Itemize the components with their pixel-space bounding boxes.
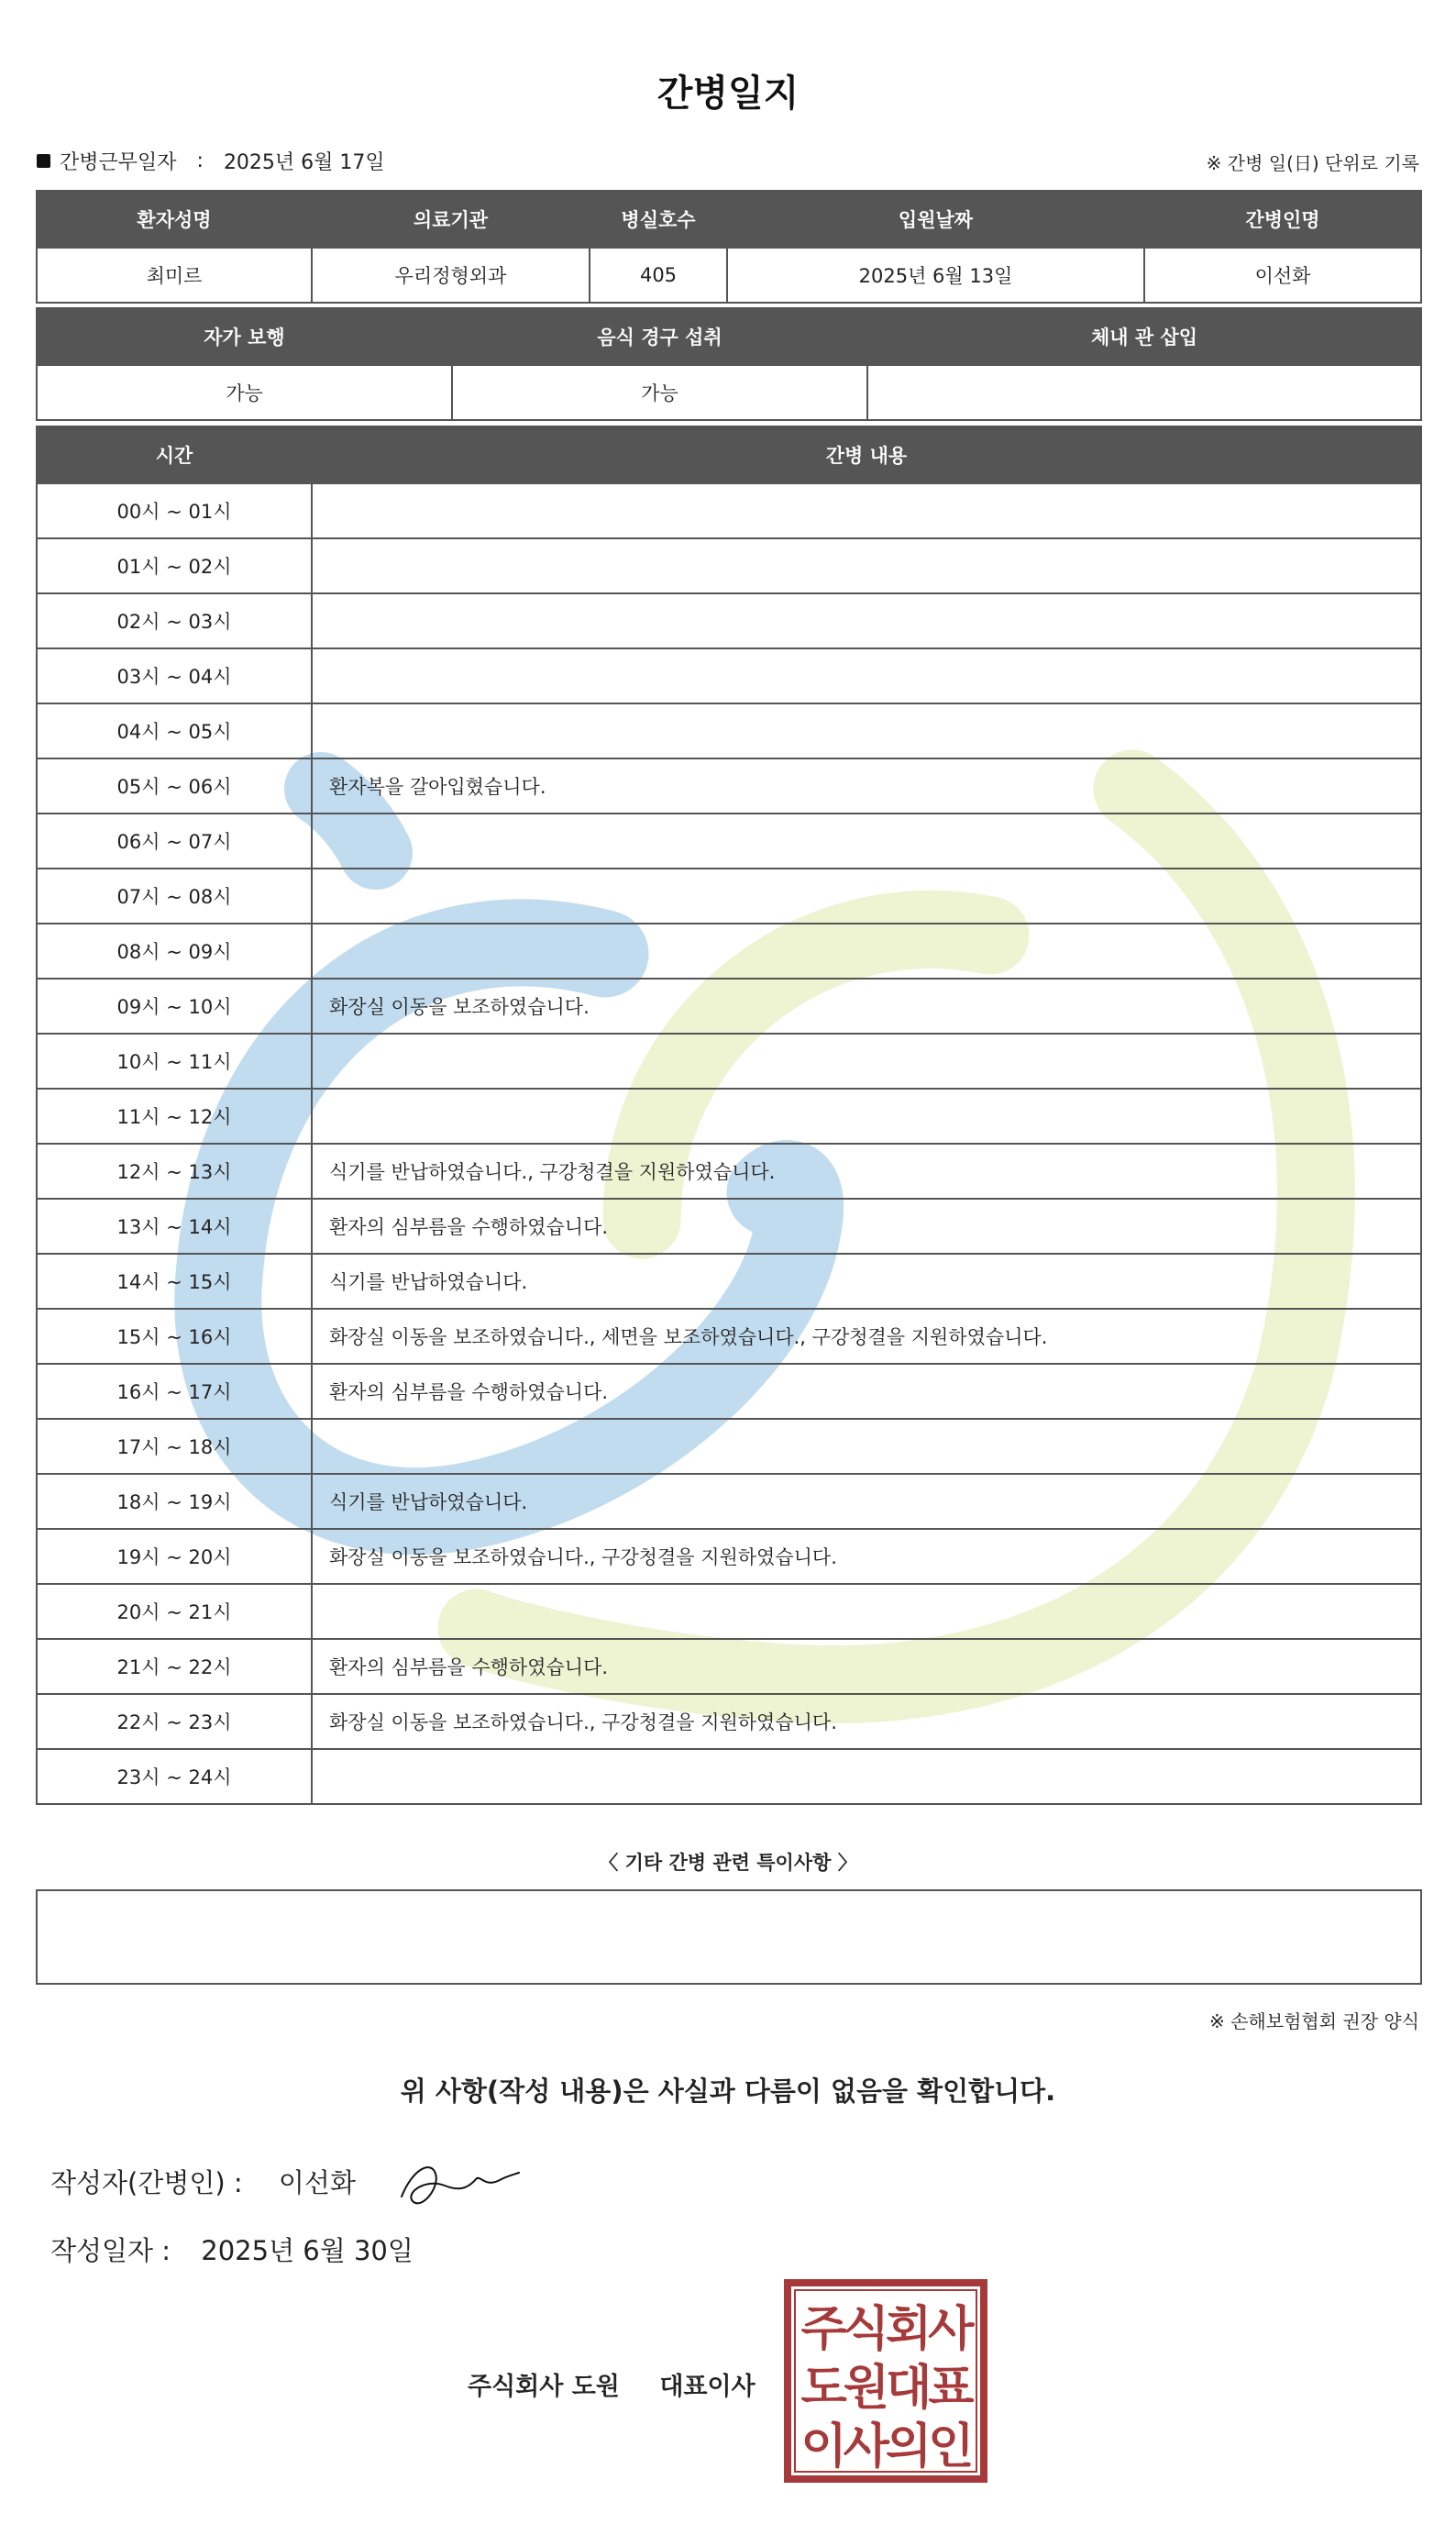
notes-title: 〈 기타 간병 관련 특이사항 〉 bbox=[599, 1852, 857, 1874]
log-row bbox=[37, 1199, 1421, 1254]
hospital-name: 우리정형외과 bbox=[312, 248, 590, 303]
log-time: 02시 ~ 03시 bbox=[37, 593, 312, 648]
log-row bbox=[37, 1694, 1421, 1749]
log-content: 화장실 이동을 보조하였습니다., 세면을 보조하였습니다., 구강청결을 지원하였습니다. bbox=[312, 1309, 1421, 1364]
log-content bbox=[312, 869, 1421, 924]
written-date-value: 2025년 6월 30일 bbox=[201, 2235, 414, 2266]
company-seal bbox=[784, 2279, 987, 2483]
log-time: 11시 ~ 12시 bbox=[37, 1089, 312, 1144]
log-time: 18시 ~ 19시 bbox=[37, 1474, 312, 1529]
header-care-content: 간병 내용 bbox=[312, 426, 1421, 483]
log-content bbox=[312, 538, 1421, 593]
log-row bbox=[37, 1254, 1421, 1309]
self-walking-value: 가능 bbox=[37, 365, 452, 420]
log-time: 16시 ~ 17시 bbox=[37, 1364, 312, 1419]
work-date bbox=[37, 147, 385, 175]
admission-date: 2025년 6월 13일 bbox=[727, 248, 1144, 303]
log-row bbox=[37, 1419, 1421, 1474]
log-time: 21시 ~ 22시 bbox=[37, 1639, 312, 1694]
log-row bbox=[37, 1144, 1421, 1199]
log-row bbox=[37, 593, 1421, 648]
log-content: 식기를 반납하였습니다. bbox=[312, 1474, 1421, 1529]
log-time: 07시 ~ 08시 bbox=[37, 869, 312, 924]
log-time: 05시 ~ 06시 bbox=[37, 758, 312, 814]
log-time: 23시 ~ 24시 bbox=[37, 1749, 312, 1804]
log-time: 17시 ~ 18시 bbox=[37, 1419, 312, 1474]
log-content bbox=[312, 483, 1421, 538]
record-note: ※ 간병 일(日) 단위로 기록 bbox=[1206, 152, 1419, 174]
work-date-separator: : bbox=[196, 149, 204, 172]
log-row bbox=[37, 1364, 1421, 1419]
patient-status-table bbox=[36, 307, 1422, 421]
log-content bbox=[312, 1584, 1421, 1639]
log-row bbox=[37, 648, 1421, 703]
header-hospital: 의료기관 bbox=[312, 191, 590, 248]
log-content: 화장실 이동을 보조하였습니다., 구강청결을 지원하였습니다. bbox=[312, 1529, 1421, 1584]
log-content: 환자의 심부름을 수행하였습니다. bbox=[312, 1199, 1421, 1254]
log-content bbox=[312, 924, 1421, 979]
room-number: 405 bbox=[590, 248, 727, 303]
log-time: 04시 ~ 05시 bbox=[37, 703, 312, 758]
caregiver-name: 이선화 bbox=[1144, 248, 1421, 303]
writer-line bbox=[50, 2163, 356, 2200]
log-row bbox=[37, 924, 1421, 979]
representative-label: 대표이사 bbox=[659, 2373, 756, 2401]
log-time: 00시 ~ 01시 bbox=[37, 483, 312, 538]
company-name: 주식회사 도원 bbox=[468, 2373, 620, 2401]
log-time: 01시 ~ 02시 bbox=[37, 538, 312, 593]
written-date-line bbox=[50, 2231, 414, 2268]
log-content bbox=[312, 1419, 1421, 1474]
log-time: 19시 ~ 20시 bbox=[37, 1529, 312, 1584]
log-content: 식기를 반납하였습니다. bbox=[312, 1254, 1421, 1309]
writer-label: 작성자(간병인) : bbox=[50, 2167, 243, 2198]
log-time: 20시 ~ 21시 bbox=[37, 1584, 312, 1639]
footnote: ※ 손해보험협회 권장 양식 bbox=[1208, 2010, 1419, 2032]
log-row bbox=[37, 1639, 1421, 1694]
seal-line-3: 이사의인 bbox=[800, 2419, 971, 2474]
log-content bbox=[312, 648, 1421, 703]
log-row bbox=[37, 1529, 1421, 1584]
log-row bbox=[37, 538, 1421, 593]
log-content bbox=[312, 1034, 1421, 1089]
log-row bbox=[37, 703, 1421, 758]
log-time: 10시 ~ 11시 bbox=[37, 1034, 312, 1089]
header-admission-date: 입원날짜 bbox=[727, 191, 1144, 248]
log-content: 식기를 반납하였습니다., 구강청결을 지원하였습니다. bbox=[312, 1144, 1421, 1199]
tube-insertion-value bbox=[867, 365, 1421, 420]
log-time: 09시 ~ 10시 bbox=[37, 979, 312, 1034]
log-content bbox=[312, 703, 1421, 758]
log-row bbox=[37, 758, 1421, 814]
log-row bbox=[37, 483, 1421, 538]
log-content: 환자복을 갈아입혔습니다. bbox=[312, 758, 1421, 814]
log-row bbox=[37, 814, 1421, 869]
work-date-label: 간병근무일자 bbox=[60, 151, 177, 174]
log-time: 15시 ~ 16시 bbox=[37, 1309, 312, 1364]
log-content: 화장실 이동을 보조하였습니다. bbox=[312, 979, 1421, 1034]
writer-name: 이선화 bbox=[278, 2167, 356, 2198]
log-row bbox=[37, 1584, 1421, 1639]
bullet-square-icon bbox=[37, 154, 50, 168]
company-line bbox=[468, 2366, 756, 2402]
page-title: 간병일지 bbox=[656, 72, 800, 115]
log-time: 08시 ~ 09시 bbox=[37, 924, 312, 979]
patient-name: 최미르 bbox=[37, 248, 312, 303]
header-room: 병실호수 bbox=[590, 191, 727, 248]
log-content bbox=[312, 1749, 1421, 1804]
seal-line-1: 주식회사 bbox=[800, 2302, 971, 2357]
header-oral-intake: 음식 경구 섭취 bbox=[452, 308, 867, 365]
log-content bbox=[312, 814, 1421, 869]
header-patient-name: 환자성명 bbox=[37, 191, 312, 248]
log-content: 환자의 심부름을 수행하였습니다. bbox=[312, 1639, 1421, 1694]
oral-intake-value: 가능 bbox=[452, 365, 867, 420]
work-date-value: 2025년 6월 17일 bbox=[223, 151, 385, 174]
header-self-walking: 자가 보행 bbox=[37, 308, 452, 365]
log-row bbox=[37, 869, 1421, 924]
log-row bbox=[37, 1474, 1421, 1529]
care-log-table bbox=[36, 426, 1422, 1805]
log-time: 14시 ~ 15시 bbox=[37, 1254, 312, 1309]
notes-box bbox=[36, 1889, 1422, 1985]
log-row bbox=[37, 1749, 1421, 1804]
handwritten-signature bbox=[394, 2151, 523, 2215]
log-content bbox=[312, 1089, 1421, 1144]
written-date-label: 작성일자 : bbox=[50, 2235, 171, 2266]
log-time: 13시 ~ 14시 bbox=[37, 1199, 312, 1254]
log-time: 03시 ~ 04시 bbox=[37, 648, 312, 703]
seal-line-2: 도원대표 bbox=[800, 2361, 971, 2416]
log-row bbox=[37, 979, 1421, 1034]
header-caregiver-name: 간병인명 bbox=[1144, 191, 1421, 248]
patient-info-table bbox=[36, 190, 1422, 304]
log-time: 22시 ~ 23시 bbox=[37, 1694, 312, 1749]
log-content bbox=[312, 593, 1421, 648]
header-time: 시간 bbox=[37, 426, 312, 483]
log-content: 환자의 심부름을 수행하였습니다. bbox=[312, 1364, 1421, 1419]
confirmation-statement: 위 사항(작성 내용)은 사실과 다름이 없음을 확인합니다. bbox=[400, 2076, 1056, 2107]
log-content: 화장실 이동을 보조하였습니다., 구강청결을 지원하였습니다. bbox=[312, 1694, 1421, 1749]
log-time: 12시 ~ 13시 bbox=[37, 1144, 312, 1199]
log-row bbox=[37, 1309, 1421, 1364]
header-tube-insertion: 체내 관 삽입 bbox=[867, 308, 1421, 365]
log-row bbox=[37, 1034, 1421, 1089]
log-time: 06시 ~ 07시 bbox=[37, 814, 312, 869]
log-row bbox=[37, 1089, 1421, 1144]
